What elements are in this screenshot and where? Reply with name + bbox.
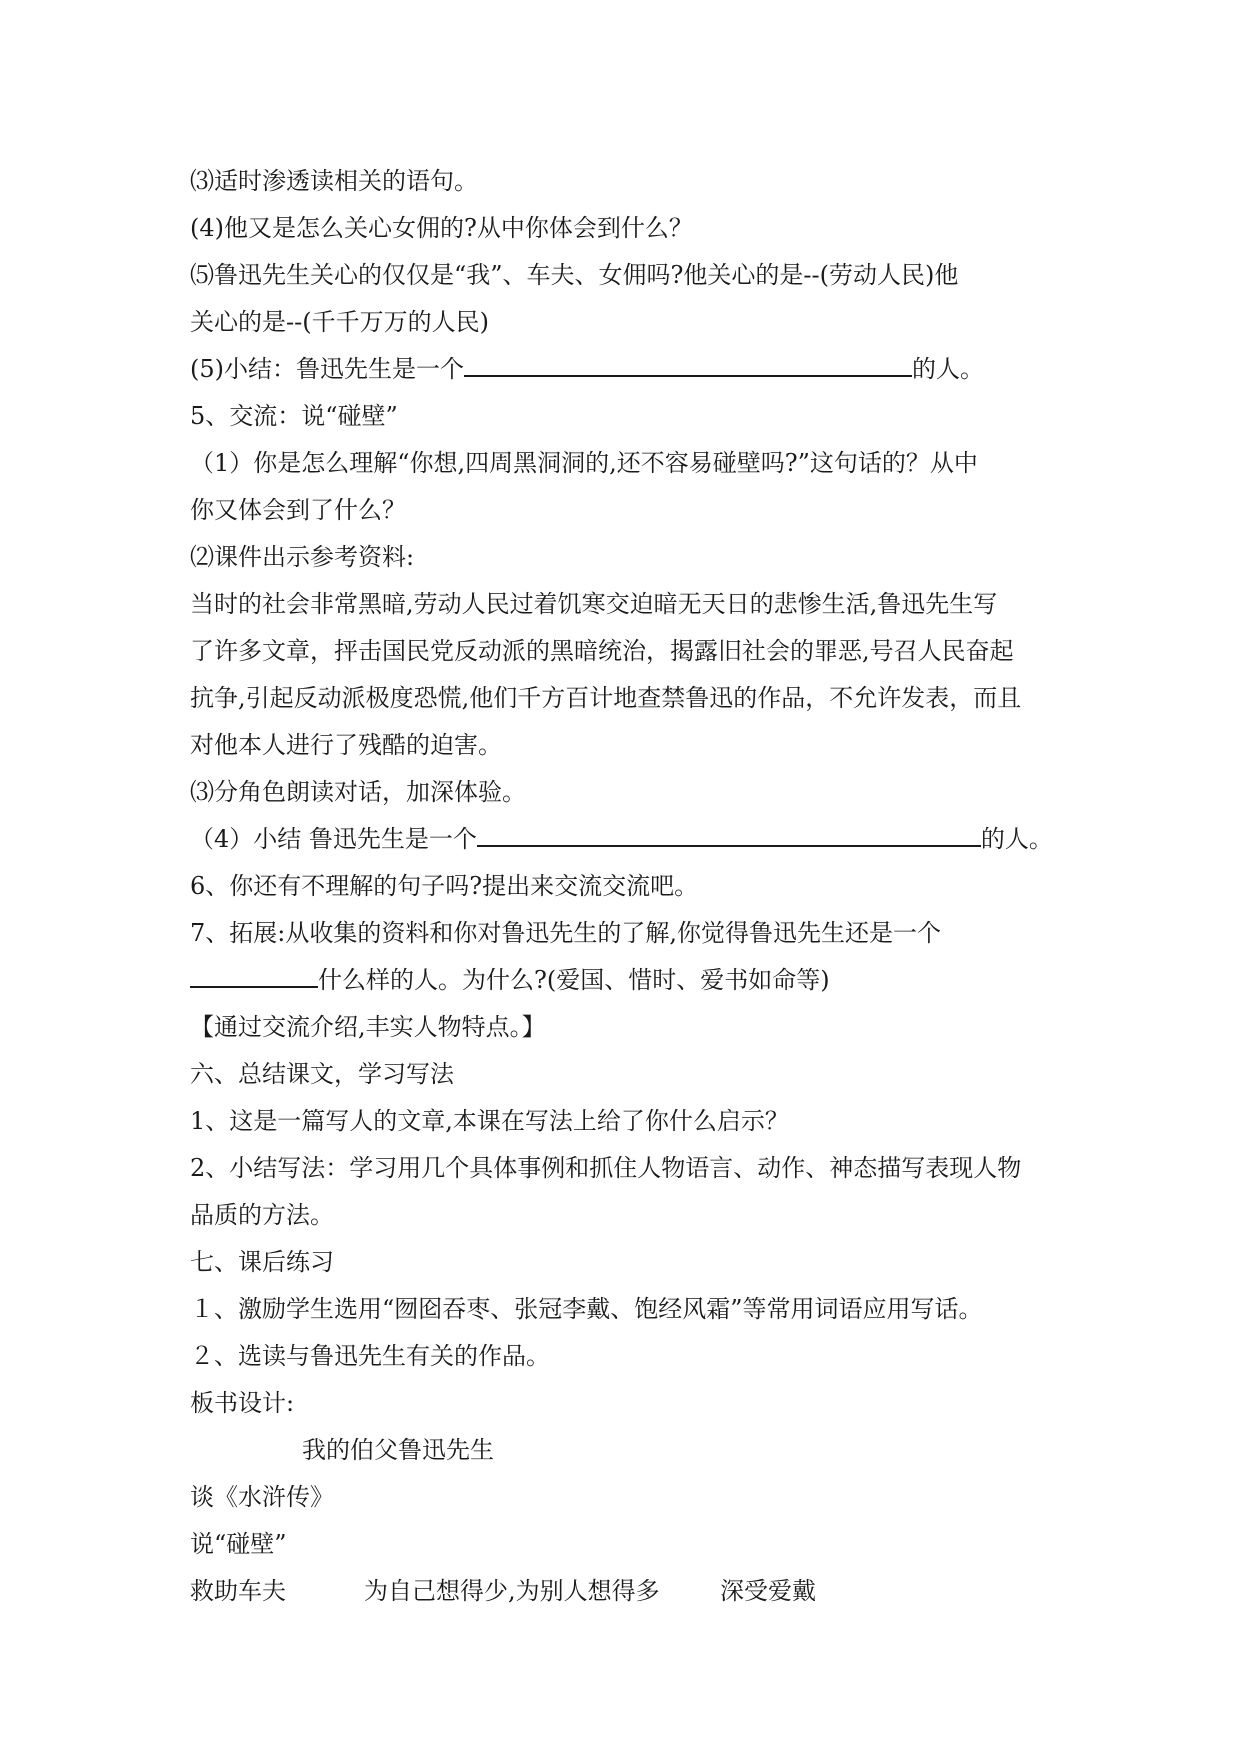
board-row	[190, 1568, 1070, 1615]
section-heading: 七、课后练习	[190, 1248, 334, 1276]
summary-suffix: 的人。	[912, 355, 984, 383]
fill-line	[190, 957, 1070, 1004]
board-row: 说“碰壁”	[190, 1530, 287, 1558]
summary-line	[190, 816, 1070, 863]
text-line: 了许多文章，抨击国民党反动派的黑暗统治，揭露旧社会的罪恶,号召人民奋起	[190, 637, 1014, 665]
text-line: 7、拓展:从收集的资料和你对鲁迅先生的了解,你觉得鲁迅先生还是一个	[190, 919, 941, 947]
text-line: 2、小结写法：学习用几个具体事例和抓住人物语言、动作、神态描写表现人物	[190, 1154, 1022, 1182]
text-line: ２、选读与鲁迅先生有关的作品。	[190, 1342, 550, 1370]
fill-in-blank	[477, 823, 981, 847]
text-line: 品质的方法。	[190, 1201, 334, 1229]
text-line: 对他本人进行了残酷的迫害。	[190, 731, 502, 759]
board-cell: 深受爱戴	[720, 1577, 816, 1605]
fill-in-blank	[464, 353, 912, 377]
text-line: 当时的社会非常黑暗,劳动人民过着饥寒交迫暗无天日的悲惨生活,鲁迅先生写	[190, 590, 998, 618]
note-line: 【通过交流介绍,丰实人物特点。】	[190, 1013, 546, 1041]
text-line: 6、你还有不理解的句子吗?提出来交流交流吧。	[190, 872, 699, 900]
fill-in-blank	[190, 964, 318, 988]
text-line: (4)他又是怎么关心女佣的?从中你体会到什么？	[190, 214, 693, 242]
text-line: （1）你是怎么理解“你想,四周黑洞洞的,还不容易碰壁吗?”这句话的？从中	[190, 449, 978, 477]
fill-suffix: 什么样的人。为什么?(爱国、惜时、爱书如命等)	[318, 966, 830, 994]
section-heading: 六、总结课文，学习写法	[190, 1060, 454, 1088]
board-cell: 为自己想得少,为别人想得多	[364, 1577, 660, 1605]
text-line: 关心的是--(千千万万的人民)	[190, 308, 489, 336]
board-row: 谈《水浒传》	[190, 1483, 334, 1511]
board-heading: 板书设计:	[190, 1389, 295, 1417]
text-line: ⑸鲁迅先生关心的仅仅是“我”、车夫、女佣吗?他关心的是--(劳动人民)他	[190, 261, 959, 289]
summary-line	[190, 346, 1070, 393]
text-line: ⑶分角色朗读对话，加深体验。	[190, 778, 526, 806]
summary-suffix: 的人。	[980, 825, 1053, 853]
section-heading: 5、交流：说“碰壁”	[190, 402, 398, 430]
board-cell: 救助车夫	[190, 1577, 286, 1605]
document-page	[190, 158, 1070, 1615]
text-line: １、激励学生选用“囫囵吞枣、张冠李戴、饱经风霜”等常用词语应用写话。	[190, 1295, 983, 1323]
text-line: 你又体会到了什么？	[190, 496, 406, 524]
text-line: ⑵课件出示参考资料:	[190, 543, 415, 571]
text-line: 1、这是一篇写人的文章,本课在写法上给了你什么启示？	[190, 1107, 789, 1135]
text-line: 抗争,引起反动派极度恐慌,他们千方百计地查禁鲁迅的作品，不允许发表，而且	[190, 684, 1022, 712]
board-title: 我的伯父鲁迅先生	[302, 1436, 494, 1464]
text-line: ⑶适时渗透读相关的语句。	[190, 167, 478, 195]
summary-prefix: （4）小结 鲁迅先生是一个	[190, 825, 477, 853]
summary-prefix: (5)小结：鲁迅先生是一个	[190, 355, 464, 383]
